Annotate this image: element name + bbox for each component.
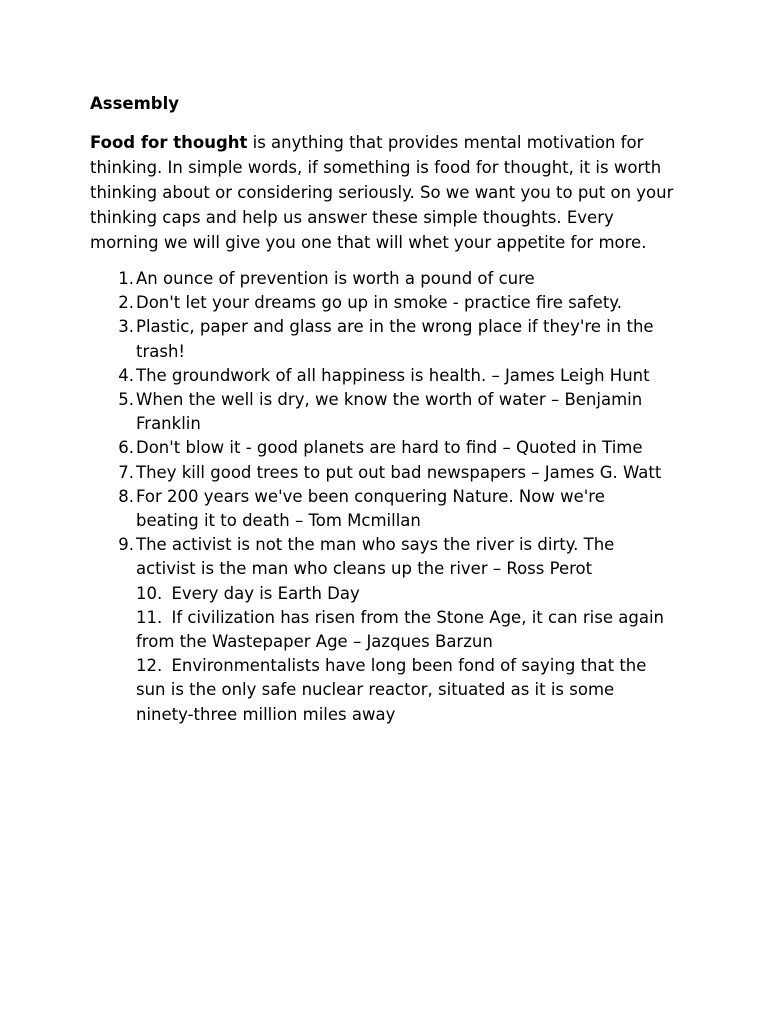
list-item-text: An ounce of prevention is worth a pound of cure (136, 269, 535, 288)
intro-paragraph (90, 130, 680, 255)
list-item-number: 8. (118, 486, 134, 506)
list-item-number: 9. (118, 535, 134, 555)
intro-text: is anything that provides mental motivation for thinking. In simple words, if something is food for thought, it is worth thinking about or considering seriously. So we want you to put on your thinking caps and help us answer these simple thoughts. Every morning we will give you one that will whet your appetite for more. (90, 133, 674, 252)
list-item-number: 2. (118, 293, 134, 313)
list-item-text: They kill good trees to put out bad newspapers – James G. Watt (136, 462, 662, 482)
list-item (90, 533, 666, 581)
list-item-text: If civilization has risen from the Stone Age, it can rise again from the Wastepaper Age – Jazques Barzun (136, 607, 664, 652)
list-item-number: 4. (118, 365, 134, 385)
intro-bold-term: Food for thought (90, 133, 248, 152)
list-item (90, 364, 666, 388)
list-item (90, 485, 666, 533)
list-item-number: 12. (136, 656, 163, 676)
list-item-text: The groundwork of all happiness is health. – James Leigh Hunt (136, 365, 650, 385)
list-item (90, 654, 666, 727)
list-item-number: 6. (118, 438, 134, 458)
thoughts-list (90, 267, 680, 727)
list-item-text: Environmentalists have long been fond of saying that the sun is the only safe nuclear reactor, situated as it is some ninety-three million miles away (136, 656, 647, 724)
list-item-text: For 200 years we've been conquering Nature. Now we're beating it to death – Tom Mcmillan (136, 486, 605, 531)
list-item-text: Don't let your dreams go up in smoke - practice fire safety. (136, 293, 622, 313)
list-item-text: The activist is not the man who says the river is dirty. The activist is the man who cleans up the river – Ross Perot (136, 535, 615, 579)
list-item-text: Don't blow it - good planets are hard to find – Quoted in Time (136, 438, 643, 458)
list-item (90, 436, 666, 460)
list-item-number: 1. (118, 269, 134, 288)
list-item (90, 315, 666, 363)
list-item-number: 10. (136, 583, 163, 603)
list-item (90, 388, 666, 436)
list-item (90, 267, 666, 291)
list-item-number: 11. (136, 607, 163, 627)
list-item-number: 7. (118, 462, 134, 482)
document-page (90, 92, 680, 727)
list-item-text: Plastic, paper and glass are in the wrong place if they're in the trash! (136, 317, 654, 361)
list-item (90, 461, 666, 485)
list-item (90, 606, 666, 654)
list-item (90, 582, 666, 606)
document-heading: Assembly (90, 94, 180, 113)
list-item-number: 5. (118, 390, 134, 410)
list-item-text: When the well is dry, we know the worth of water – Benjamin Franklin (136, 390, 643, 434)
list-item-text: Every day is Earth Day (166, 583, 360, 603)
list-item-number: 3. (118, 317, 134, 337)
list-item (90, 291, 666, 315)
